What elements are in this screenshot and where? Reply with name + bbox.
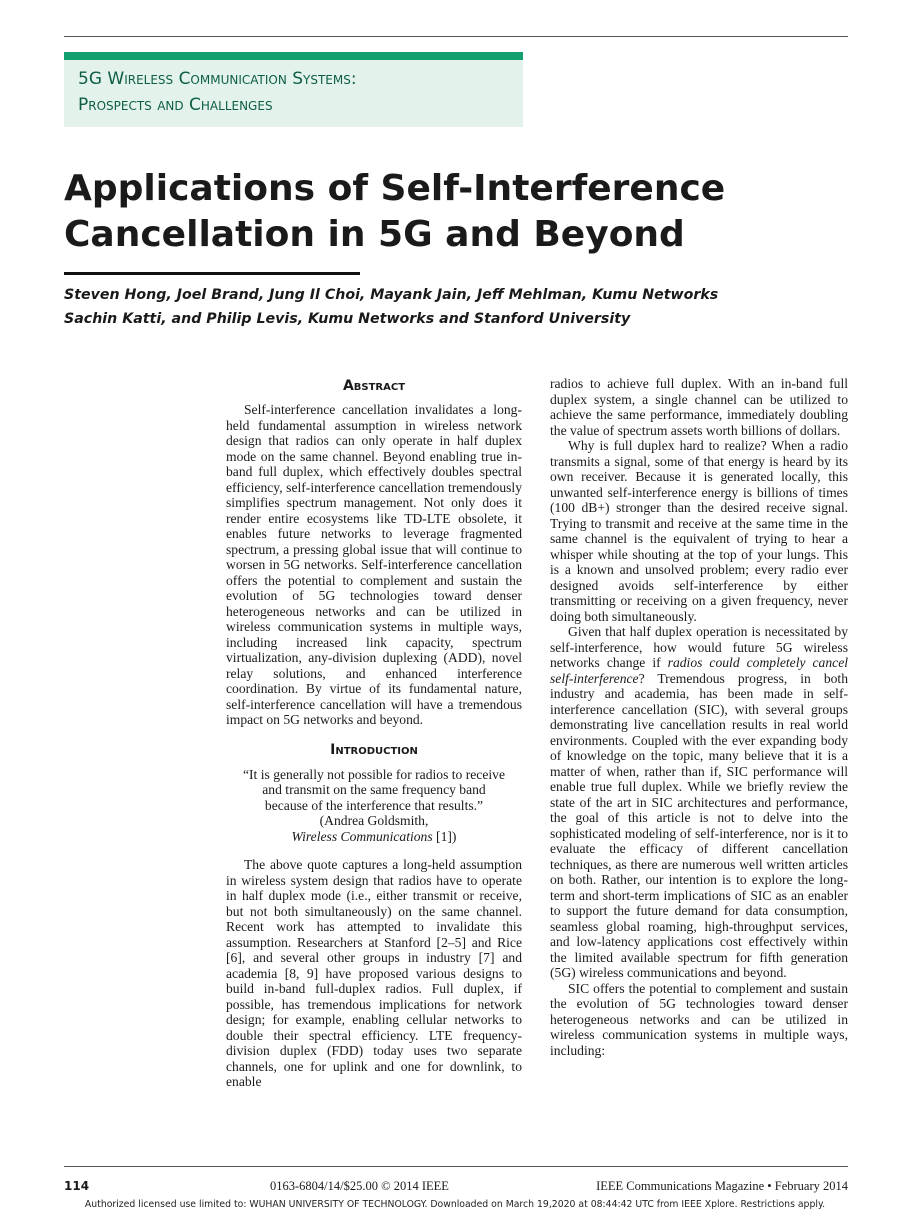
banner-accent-bar [64,52,523,60]
title-rule [64,272,360,275]
para3-start: Given that half duplex operation is necessitated by self-interference, how would future 5G wireless networks change if [550,624,848,670]
author-list [64,283,864,331]
quote-reference: [1]) [432,828,457,844]
title-line-2: Cancellation in 5G and Beyond [64,214,685,255]
intro-paragraph-4: SIC offers the potential to complement and sustain the evolution of 5G technologies toward denser heterogeneous networks and can be utilized in wireless communication systems in multiple ways, including: [550,980,848,1058]
banner-line-1: 5G Wireless Communication Systems: [78,69,357,89]
quote-book-title: Wireless Communications [291,828,433,844]
middle-column [226,376,522,1090]
top-rule [64,36,848,37]
abstract-heading: Abstract [342,378,406,394]
intro-paragraph-1: The above quote captures a long-held assumption in wireless system design that radios have to operate in half duplex mode (i.e., either transmit or receive, but not both simultaneously) on the same channel. Recent work has attempted to invalidate this assumption. Researchers at Stanford [2–5] and Rice [6], and several other groups in industry [7] and academia [8, 9] have proposed various designs to build in-band full-duplex radios. Full duplex, if possible, has tremendous implications for network design; for example, enabling cellular networks to double their spectral efficiency. LTE frequency-division duplex (FDD) today uses two separate channels, one for uplink and one for downlink, to enable [226,857,522,1089]
introduction-heading: Introduction [330,741,418,758]
intro-paragraph-1-cont: radios to achieve full duplex. With an in-band full duplex system, a single channel can be utilized to achieve the same performance, immediately doubling the value of spectrum assets worth billions of dollars. [550,376,848,438]
banner-title [78,66,357,118]
quote-source [226,829,522,845]
license-notice: Authorized licensed use limited to: WUHAN UNIVERSITY OF TECHNOLOGY. Downloaded on March 19,2020 at 08:44:42 UTC from IEEE Xplore. Restrictions apply. [84,1199,826,1210]
quote-line-1: “It is generally not possible for radios to receive [243,766,505,782]
para3-end: ? Tremendous progress, in both industry and academia, has been made in self-interference cancellation (SIC), with several groups demonstrating live cancellation results in real world environments. Coupled with the ever expanding body of knowledge on the topic, many believe that it is a matter of when, rather than if, SIC performance will enable true full duplex. While we briefly review the state of the art in SIC architectures and performance, the goal of this article is not to delve into the sophisticated modeling of self-interference, nor is it to evaluate the efficacy of different cancellation techniques, as there are numerous well written articles on both. Rather, our intention is to explore the long-term and short-term implications of SIC as an enabler to support the future demand for data consumption, seamless global roaming, high-throughput services, and low-latency applications cost effectively within the limited available spectrum for fifth generation (5G) wireless communications and beyond. [550,670,848,980]
intro-paragraph-2: Why is full duplex hard to realize? When a radio transmits a signal, some of that energy is heard by its own receiver. Because it is generated locally, this unwanted self-interference energy is billions of times (100 dB+) stronger than the desired receive signal. Trying to transmit and receive at the same time in the same channel is the equivalent of trying to hear a whisper while shouting at the top of your lungs. This is a known and unsolved problem; every radio ever designed avoids self-interference by either transmitting or receiving on a given frequency, never doing both simultaneously. [550,438,848,624]
authors-line-2: Sachin Katti, and Philip Levis, Kumu Networks and Stanford University [64,311,631,327]
banner-line-2: Prospects and Challenges [78,95,273,115]
authors-line-1: Steven Hong, Joel Brand, Jung Il Choi, Mayank Jain, Jeff Mehlman, Kumu Networks [64,287,719,303]
title-line-1: Applications of Self-Interference [64,168,726,209]
quote-line-3: because of the interference that results.” [264,797,484,813]
para3-emphasis: radios could completely cancel self-interference [550,655,848,686]
intro-paragraph-3 [550,624,848,981]
right-column [550,376,848,1058]
page-number: 114 [64,1179,90,1193]
quote-line-2: and transmit on the same frequency band [262,782,486,797]
epigraph [226,767,522,845]
abstract-text: Self-interference cancellation invalidates a long-held fundamental assumption in wireless network design that radios can only operate in half duplex mode on the same channel. Beyond enabling true in-band full duplex, which effectively doubles spectral efficiency, self-interference cancellation tremendously simplifies spectrum management. Not only does it render entire ecosystems like TD-LTE obsolete, it enables future networks to leverage fragmented spectrum, a pressing global issue that will continue to worsen in 5G networks. Self-interference cancellation offers the potential to complement and sustain the evolution of 5G technologies toward denser heterogeneous networks and can be utilized in wireless communication systems in multiple ways, including increased link capacity, spectrum virtualization, any-division duplexing (ADD), novel relay solutions, and enhanced interference coordination. By virtue of its fundamental nature, self-interference cancellation will have a tremendous impact on 5G networks and beyond. [226,402,522,727]
footer-rule [64,1166,848,1167]
issn-copyright: 0163-6804/14/$25.00 © 2014 IEEE [270,1179,449,1193]
journal-info: IEEE Communications Magazine • February 2014 [596,1179,848,1193]
article-title [64,166,844,258]
section-banner [64,52,523,127]
quote-attribution: (Andrea Goldsmith, [319,813,429,828]
